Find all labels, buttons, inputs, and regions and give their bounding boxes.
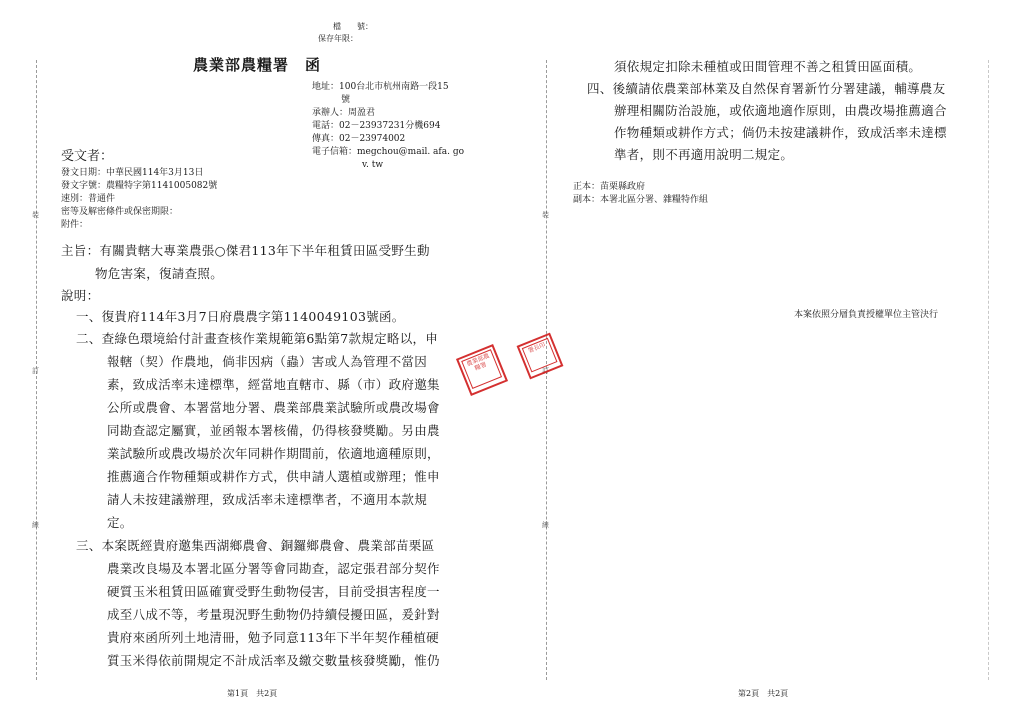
fax: 傳真：02－23974002 (312, 134, 406, 144)
binding-mark-zhuang-left: 裝 (32, 211, 39, 219)
item-2-line: 推薦適合作物種類或耕作方式，供申請人選植或辦理；惟申 (107, 469, 440, 484)
email-line-1: 電子信箱：megchou@mail. afa. go (312, 147, 465, 157)
recipient-label: 受文者： (61, 149, 114, 164)
item-3-line: 質玉米得依前開規定不計成活率及繳交數量核發獎勵，惟仍 (107, 653, 440, 668)
secrecy-level: 密等及解密條件或保密期限： (61, 207, 179, 217)
binding-mark-zhuang-right: 裝 (542, 211, 549, 219)
email-line-2: v. tw (362, 160, 384, 170)
agency-seal-text: 農業部農糧署 (461, 349, 502, 389)
item-2-line: 公所或農會、本署當地分署、農業部農業試驗所或農改場會 (107, 400, 440, 415)
item-3-line: 硬質玉米租賃田區確實受野生動物侵害，目前受損害程度一 (107, 584, 440, 599)
issue-date: 發文日期：中華民國114年3月13日 (61, 168, 204, 178)
main-copy-recipient: 正本：苗栗縣政府 (573, 182, 646, 192)
item-3-line: 三、本案既經貴府邀集西湖鄉農會、銅鑼鄉農會、農業部苗栗區 (76, 538, 435, 553)
item-4-line: 作物種類或耕作方式；倘仍未按建議耕作，致成活率未達標 (614, 125, 947, 140)
carbon-copy-recipients: 副本：本署北區分署、雜糧特作組 (573, 195, 709, 205)
director-seal (517, 333, 564, 380)
item-3-line: 農業改良場及本署北區分署等會同勘查，認定張君部分契作 (107, 561, 440, 576)
document-title: 農業部農糧署 函 (193, 56, 322, 74)
agency-seal (456, 344, 508, 396)
binding-mark-xian-left: 線 (32, 521, 39, 529)
retention-label: 保存年限： (318, 34, 358, 43)
explanation-label: 說明： (61, 288, 100, 303)
item-2-line: 同勘查認定屬實，並函報本署核備，仍得核發獎勵。另由農 (107, 423, 440, 438)
item-4-line: 辦理相關防治設施，或依適地適作原則，由農改場推薦適合 (614, 103, 947, 118)
item-1: 一、復貴府114年3月7日府農農字第1140049103號函。 (76, 309, 405, 324)
margin-line-page2-right (988, 60, 989, 680)
subject-line-2: 物危害案，復請查照。 (95, 266, 224, 281)
item-2-line: 請人未按建議辦理，致成活率未達標準者，不適用本款規 (107, 492, 428, 507)
binding-mark-ding-right: 訂 (542, 367, 549, 375)
handler: 承辦人：周盈君 (312, 108, 376, 118)
item-2-line: 報轄（契）作農地，倘非因病（蟲）害或人為管理不當因 (107, 354, 428, 369)
item-2-line: 定。 (107, 515, 133, 530)
document-number: 發文字號：農糧特字第1141005082號 (61, 181, 218, 191)
address-line-1: 地址：100台北市杭州南路一段15 (312, 82, 449, 92)
page-1-footer: 第1頁 共2頁 (227, 689, 278, 698)
subject-line-1: 主旨：有關貴轄大專業農張○傑君113年下半年租賃田區受野生動 (61, 243, 430, 258)
item-3-continuation: 須依規定扣除未種植或田間管理不善之租賃田區面積。 (614, 59, 922, 74)
phone: 電話：02－23937231分機694 (312, 121, 441, 131)
authority-note: 本案依照分層負責授權單位主管決行 (794, 310, 939, 320)
item-4-line: 準者，則不再適用說明二規定。 (614, 147, 794, 162)
file-no-label: 檔 號： (333, 22, 373, 31)
delivery-speed: 速別：普通件 (61, 194, 116, 204)
item-3-line: 貴府來函所列土地清冊，勉予同意113年下半年契作種植硬 (107, 630, 439, 645)
attachment: 附件： (61, 220, 89, 230)
binding-mark-ding-left: 訂 (32, 367, 39, 375)
page-2-footer: 第2頁 共2頁 (738, 689, 789, 698)
item-2-line: 素，致成活率未達標準，經當地直轄市、縣（市）政府邀集 (107, 377, 440, 392)
binding-mark-xian-right: 線 (542, 521, 549, 529)
item-2-line: 業試驗所或農改場於次年同耕作期間前，依適地適種原則， (107, 446, 440, 461)
item-4-line: 四、後續請依農業部林業及自然保育署新竹分署建議，輔導農友 (587, 81, 946, 96)
item-2-line: 二、查綠色環境給付計畫查核作業規範第6點第7款規定略以，申 (76, 331, 439, 346)
address-line-2: 號 (341, 95, 351, 105)
director-seal-text: 署長印 (522, 338, 558, 373)
item-3-line: 成至八成不等，考量現況野生動物仍持續侵擾田區，爰針對 (107, 607, 440, 622)
